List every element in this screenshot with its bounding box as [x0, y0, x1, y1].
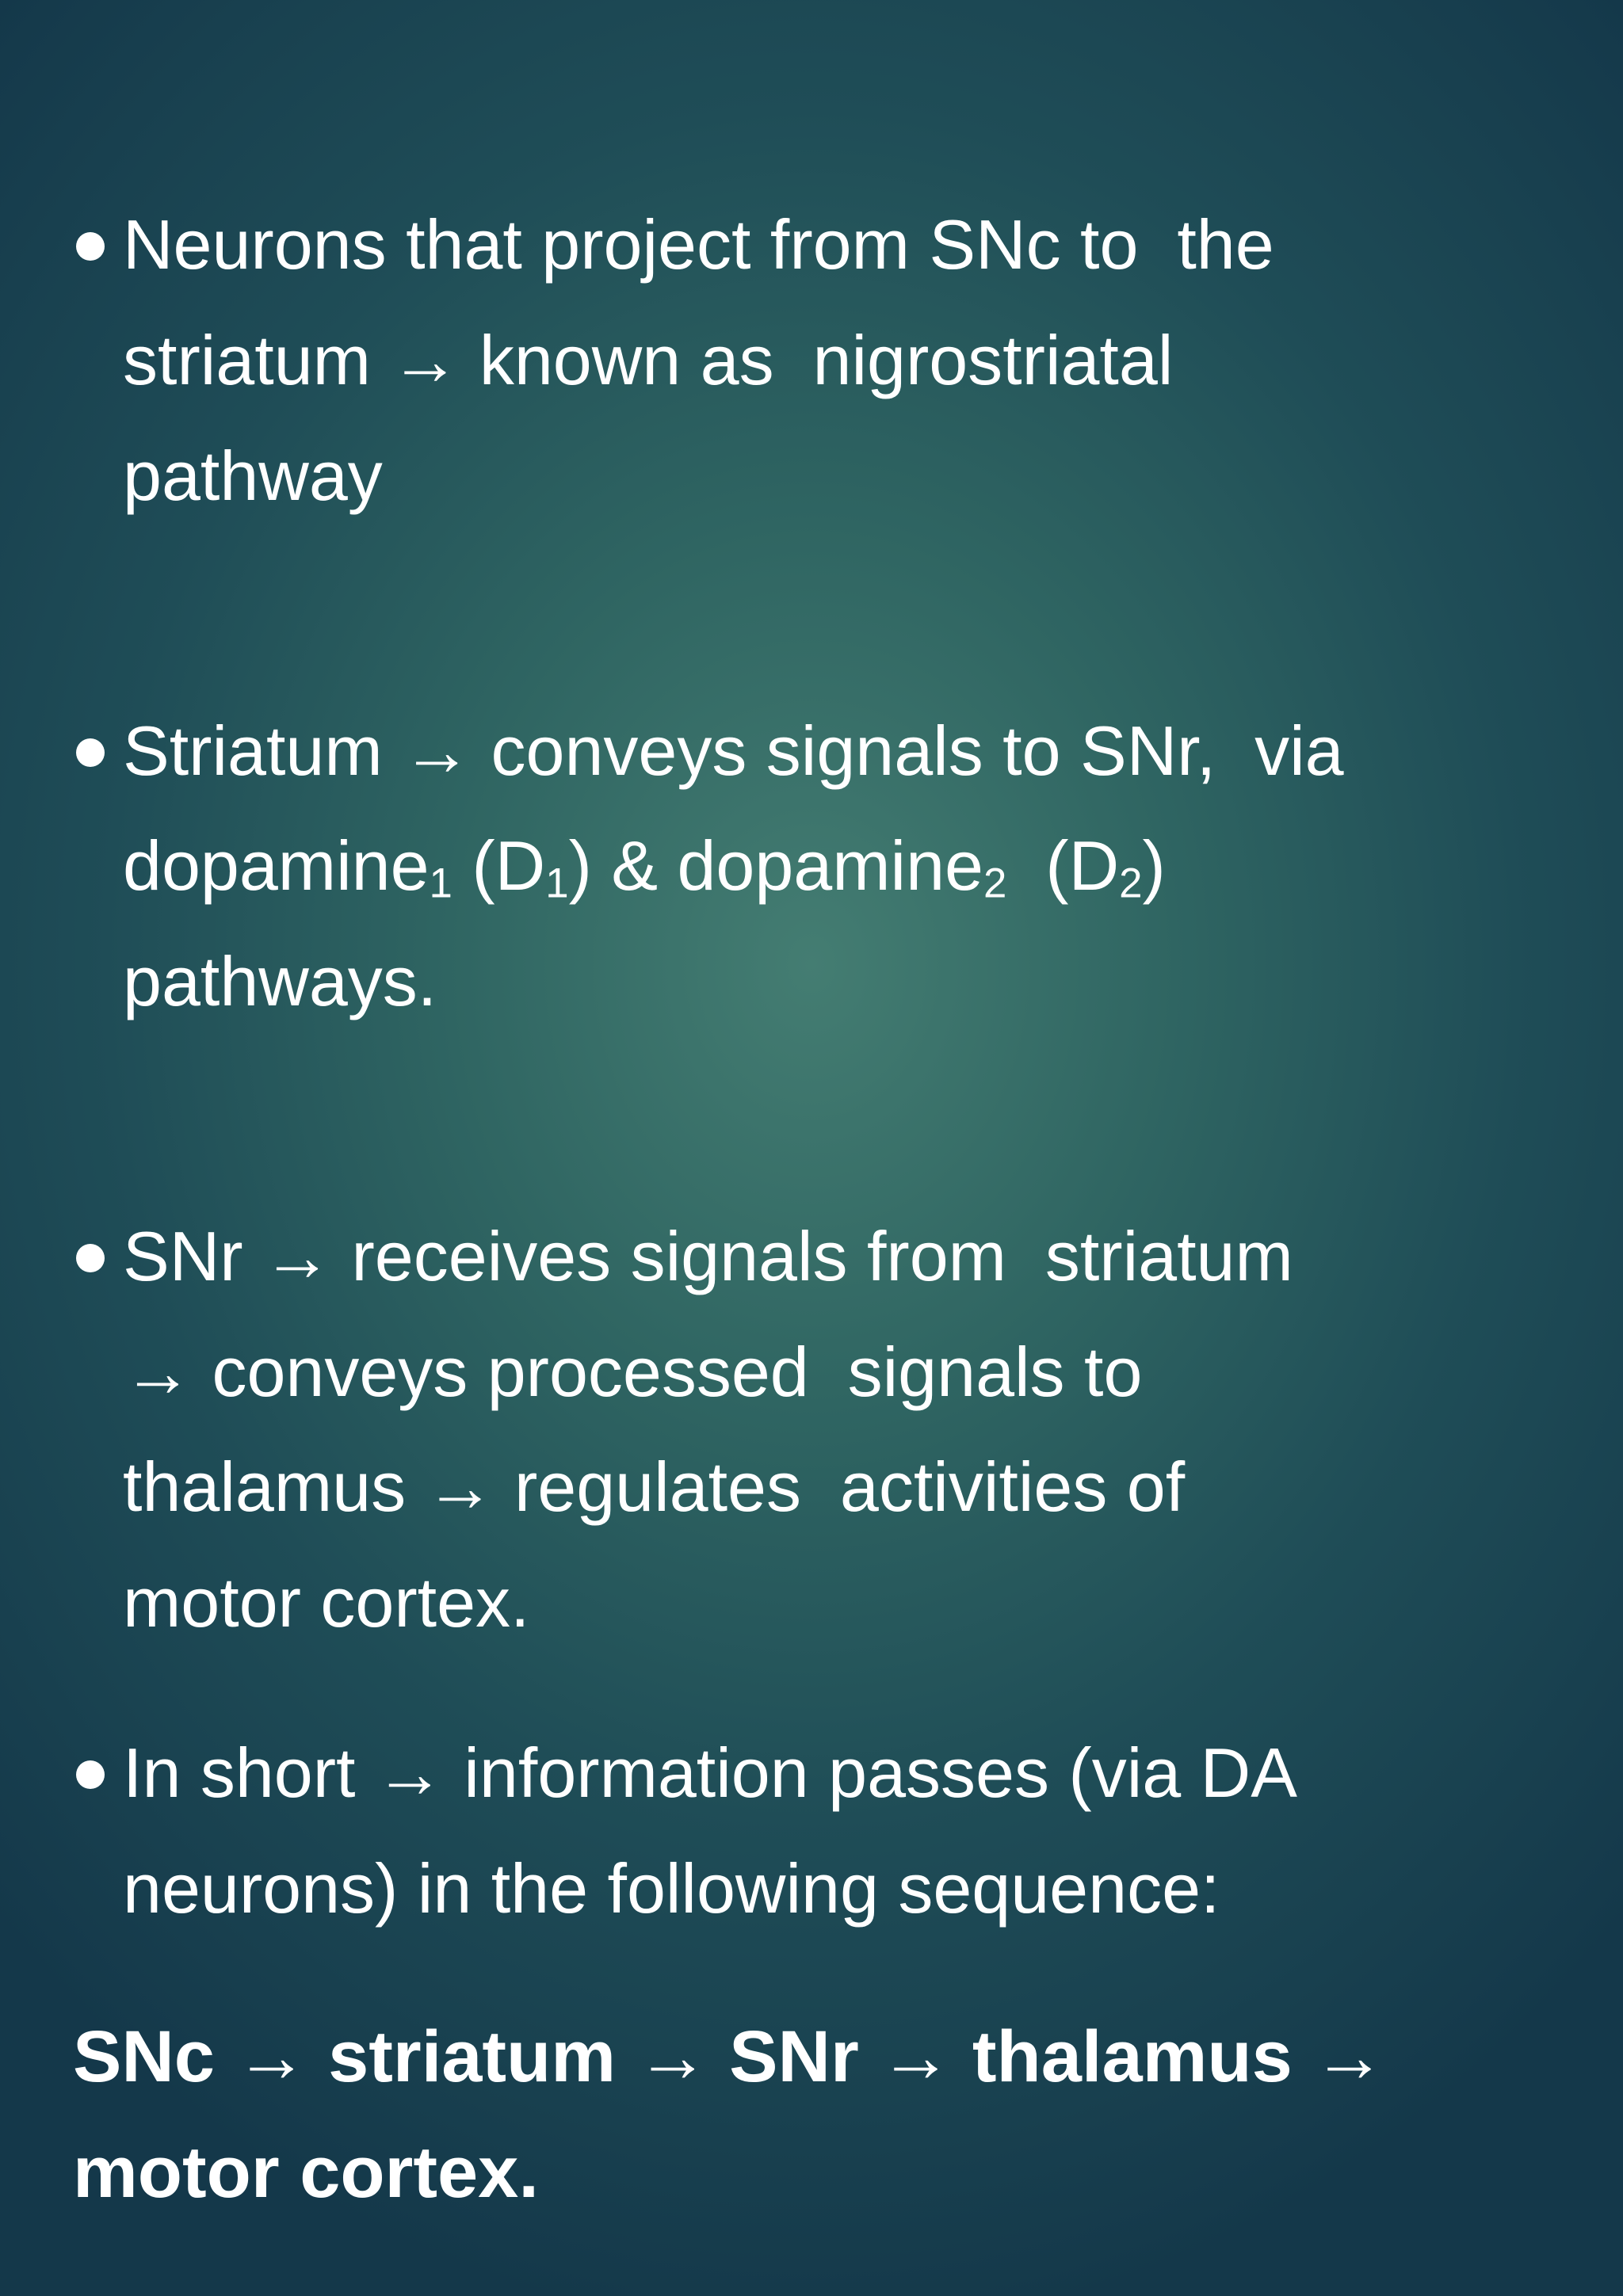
bullet-4-line-2: neurons) in the following sequence:: [123, 1849, 1220, 1928]
bullet-2-line-1: Striatum → conveys signals to SNr, via: [123, 711, 1344, 790]
sequence-line-1: SNc → striatum → SNr → thalamus →: [73, 2016, 1386, 2097]
bullet-1-line-3: pathway: [123, 437, 383, 515]
bullet-3-line-2: → conveys processed signals to: [123, 1333, 1143, 1411]
bullet-dot-3: [76, 1244, 105, 1272]
bullet-2-line-2: dopamine$_1$ $(D_1)$ & dopamine$_2$ $(D_2)$: [123, 826, 1166, 907]
bullet-3-line-1: SNr → receives signals from striatum: [123, 1217, 1293, 1295]
bullet-3-line-4: motor cortex.: [123, 1563, 530, 1642]
bullet-2-line-3: pathways.: [123, 942, 437, 1020]
bullet-dot-4: [76, 1760, 105, 1789]
bullet-4-line-1: In short → information passes (via DA: [123, 1733, 1297, 1812]
bullet-dot-1: [76, 232, 105, 261]
bullet-dot-2: [76, 738, 105, 767]
bullet-3-line-3: thalamus → regulates activities of: [123, 1447, 1186, 1526]
sequence-line-2: motor cortex.: [73, 2132, 539, 2213]
bullet-1-line-2: striatum → known as nigrostriatal: [123, 321, 1174, 399]
bullet-1-line-1: Neurons that project from SNc to the: [123, 205, 1274, 284]
